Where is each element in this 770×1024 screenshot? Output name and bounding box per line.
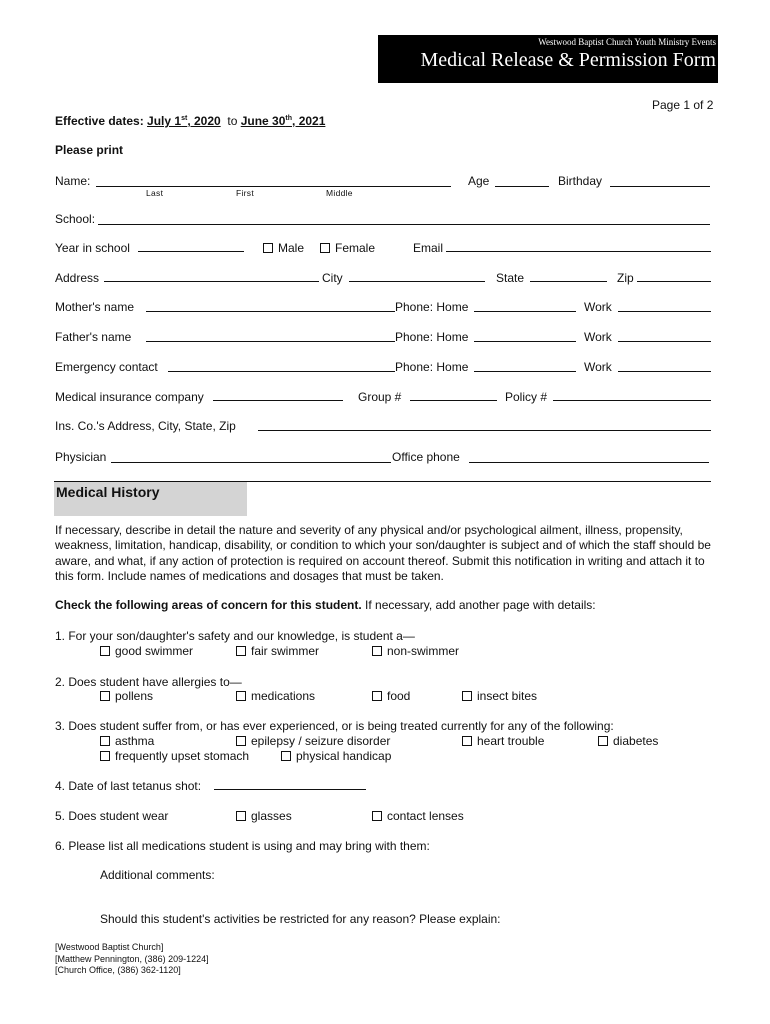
footer-office: [Church Office, (386) 362-1120] <box>55 965 181 975</box>
checkbox[interactable] <box>236 811 246 821</box>
q3-text: 3. Does student suffer from, or has ever experienced, or is being treated currently for any of the following: <box>55 719 614 733</box>
emergency-field[interactable] <box>168 371 395 372</box>
mother-phone-label: Phone: Home <box>395 300 469 314</box>
option-label: insect bites <box>477 689 538 703</box>
father-phone-field[interactable] <box>474 341 576 342</box>
checkbox[interactable] <box>462 736 472 746</box>
birthday-field[interactable] <box>610 186 710 187</box>
q1-opt-good <box>100 644 193 658</box>
insurance-field[interactable] <box>213 400 343 401</box>
ins-address-label: Ins. Co.'s Address, City, State, Zip <box>55 419 236 433</box>
physician-label: Physician <box>55 450 107 464</box>
q3-opt-heart <box>462 734 544 748</box>
option-label: non-swimmer <box>387 644 460 658</box>
option-label: fair swimmer <box>251 644 319 658</box>
effective-dates <box>55 114 325 128</box>
name-last-label: Last <box>146 188 164 198</box>
q1-opt-non <box>372 644 459 658</box>
state-field[interactable] <box>530 281 607 282</box>
q5-opt-glasses <box>236 809 292 823</box>
option-label: food <box>387 689 411 703</box>
footer-contact: [Matthew Pennington, (386) 209-1224] <box>55 953 209 964</box>
insurance-label: Medical insurance company <box>55 390 204 404</box>
address-label: Address <box>55 271 100 285</box>
option-label: contact lenses <box>387 809 464 823</box>
option-label: asthma <box>115 734 155 748</box>
start-date <box>147 114 221 128</box>
policy-label: Policy # <box>505 390 548 404</box>
form-header <box>378 35 718 83</box>
q5-text: 5. Does student wear <box>55 809 169 823</box>
email-label: Email <box>413 241 444 255</box>
footer-church: [Westwood Baptist Church] <box>55 942 164 952</box>
zip-field[interactable] <box>637 281 711 282</box>
footer <box>55 942 209 977</box>
q6-text: 6. Please list all medications student is using and may bring with them: <box>55 839 430 853</box>
email-field[interactable] <box>446 251 711 252</box>
age-field[interactable] <box>495 186 549 187</box>
female-checkbox[interactable] <box>320 243 330 253</box>
start-sup: st <box>181 115 188 122</box>
end-sup: th <box>285 115 293 122</box>
option-label: pollens <box>115 689 154 703</box>
group-field[interactable] <box>410 400 497 401</box>
please-print: Please print <box>55 143 124 157</box>
q3-opt-epilepsy <box>236 734 390 748</box>
q2-opt-food <box>372 689 410 703</box>
city-label: City <box>322 271 343 285</box>
checkbox[interactable] <box>236 646 246 656</box>
name-field[interactable] <box>96 186 451 187</box>
zip-label: Zip <box>617 271 634 285</box>
father-work-field[interactable] <box>618 341 711 342</box>
q3-opt-handicap <box>281 749 391 763</box>
name-label: Name: <box>55 174 91 188</box>
option-label: frequently upset stomach <box>115 749 250 763</box>
medical-intro: If necessary, describe in detail the nature and severity of any physical and/or psychological ailment, illness, propensity, weakness, limitation, handicap, disability, or condition to which your son/daughter is subject and of which the staff should be aware, and what, if any action of protection is required on account thereof. Submit this notification in writing and attach it to this form. Include names of medications and dosages that must be taken. <box>55 523 711 583</box>
emergency-phone-label: Phone: Home <box>395 360 469 374</box>
emergency-work-label: Work <box>584 360 612 374</box>
end-day: June 30 <box>240 114 286 128</box>
form-title: Medical Release & Permission Form <box>420 49 716 71</box>
year-label: Year in school <box>55 241 130 255</box>
ins-address-field[interactable] <box>258 430 711 431</box>
check-bold: Check the following areas of concern for this student. <box>55 598 362 612</box>
additional-comments: Additional comments: <box>100 868 215 882</box>
group-label: Group # <box>358 390 402 404</box>
checkbox[interactable] <box>598 736 608 746</box>
mother-work-field[interactable] <box>618 311 711 312</box>
checkbox[interactable] <box>372 811 382 821</box>
q3-opt-asthma <box>100 734 154 748</box>
check-rest: If necessary, add another page with details: <box>361 598 596 612</box>
q3-opt-diabetes <box>598 734 658 748</box>
to-text: to <box>227 114 238 128</box>
mother-work-label: Work <box>584 300 612 314</box>
page-number: Page 1 of 2 <box>652 98 714 112</box>
office-phone-label: Office phone <box>392 450 460 464</box>
checkbox[interactable] <box>372 691 382 701</box>
option-label: medications <box>251 689 316 703</box>
option-label: epilepsy / seizure disorder <box>251 734 391 748</box>
checkbox[interactable] <box>100 736 110 746</box>
option-label: heart trouble <box>477 734 545 748</box>
q5-opt-contacts <box>372 809 464 823</box>
q1-opt-fair <box>236 644 319 658</box>
state-label: State <box>496 271 525 285</box>
emergency-phone-field[interactable] <box>474 371 576 372</box>
mother-phone-field[interactable] <box>474 311 576 312</box>
q1-text: 1. For your son/daughter's safety and our knowledge, is student a— <box>55 629 415 643</box>
birthday-label: Birthday <box>558 174 603 188</box>
effective-label: Effective dates: <box>55 114 144 128</box>
gender-male <box>263 241 304 255</box>
q2-opt-pollens <box>100 689 153 703</box>
school-field[interactable] <box>98 224 710 225</box>
male-checkbox[interactable] <box>263 243 273 253</box>
checkbox[interactable] <box>100 691 110 701</box>
policy-field[interactable] <box>553 400 711 401</box>
section-title: Medical History <box>56 484 160 500</box>
address-field[interactable] <box>104 281 319 282</box>
father-field[interactable] <box>146 341 395 342</box>
tetanus-date-field[interactable] <box>214 789 366 790</box>
start-year: , 2020 <box>187 114 221 128</box>
year-field[interactable] <box>138 251 244 252</box>
checkbox[interactable] <box>372 646 382 656</box>
option-label: physical handicap <box>296 749 392 763</box>
emergency-label: Emergency contact <box>55 360 158 374</box>
start-day: July 1 <box>147 114 182 128</box>
q2-opt-insect <box>462 689 537 703</box>
school-label: School: <box>55 212 96 226</box>
checkbox[interactable] <box>100 751 110 761</box>
org-name: Westwood Baptist Church Youth Ministry Events <box>538 37 716 47</box>
mother-label: Mother's name <box>55 300 134 314</box>
office-phone-field[interactable] <box>469 462 709 463</box>
father-label: Father's name <box>55 330 132 344</box>
father-phone-label: Phone: Home <box>395 330 469 344</box>
end-year: , 2021 <box>292 114 326 128</box>
physician-field[interactable] <box>111 462 391 463</box>
name-first-label: First <box>236 188 255 198</box>
mother-field[interactable] <box>146 311 395 312</box>
male-label: Male <box>278 241 305 255</box>
female-label: Female <box>335 241 376 255</box>
name-middle-label: Middle <box>326 188 353 198</box>
father-work-label: Work <box>584 330 612 344</box>
option-label: diabetes <box>613 734 659 748</box>
check-instructions <box>55 598 596 612</box>
checkbox[interactable] <box>236 736 246 746</box>
emergency-work-field[interactable] <box>618 371 711 372</box>
checkbox[interactable] <box>100 646 110 656</box>
checkbox[interactable] <box>236 691 246 701</box>
gender-female <box>320 241 375 255</box>
city-field[interactable] <box>349 281 485 282</box>
option-label: good swimmer <box>115 644 194 658</box>
checkbox[interactable] <box>462 691 472 701</box>
q2-text: 2. Does student have allergies to— <box>55 675 242 689</box>
end-date <box>241 114 326 128</box>
age-label: Age <box>468 174 490 188</box>
q4-text: 4. Date of last tetanus shot: <box>55 779 202 793</box>
restricted-question: Should this student's activities be restricted for any reason? Please explain: <box>100 912 501 926</box>
option-label: glasses <box>251 809 292 823</box>
q2-opt-medications <box>236 689 315 703</box>
q3-opt-stomach <box>100 749 249 763</box>
checkbox[interactable] <box>281 751 291 761</box>
